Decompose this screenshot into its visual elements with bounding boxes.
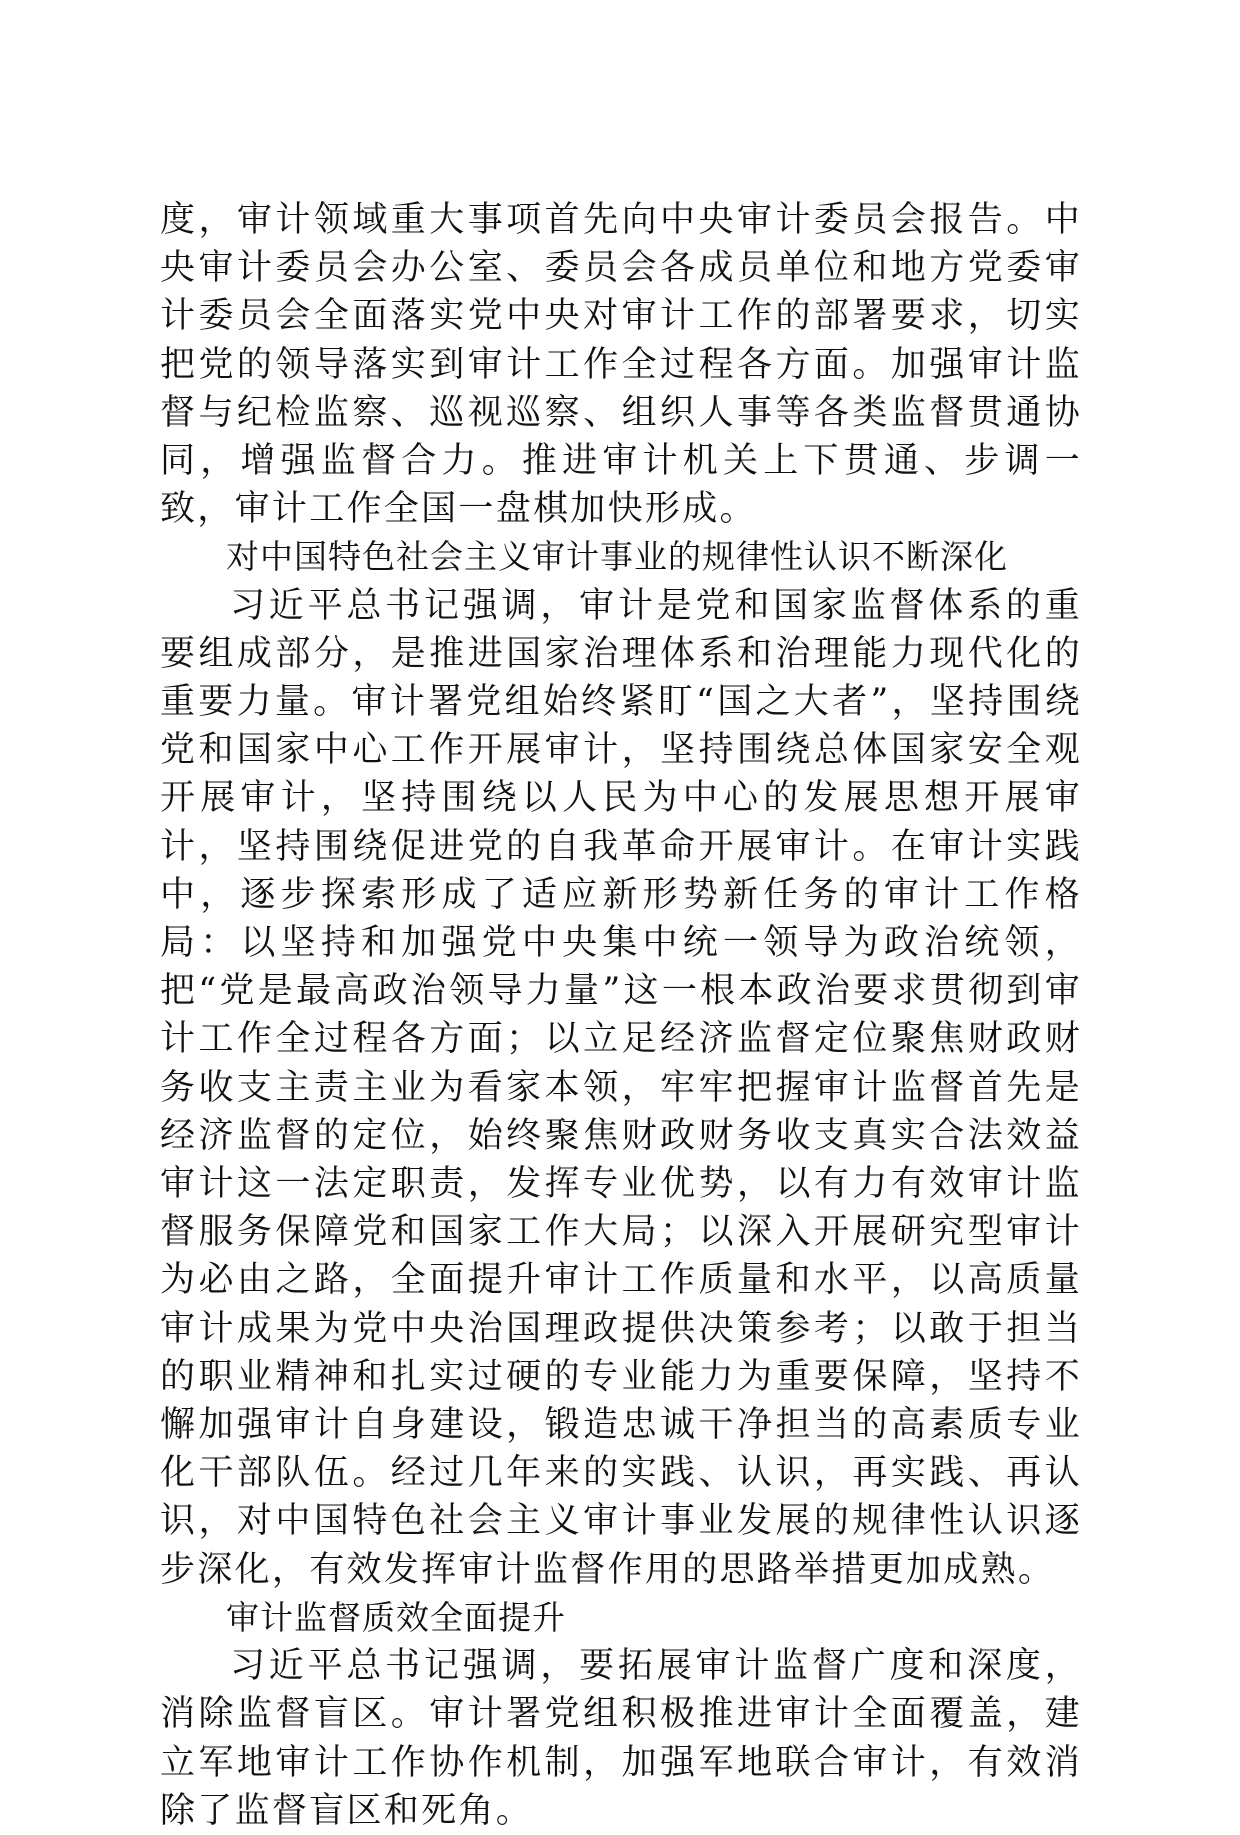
document-page bbox=[160, 196, 1082, 1835]
body-paragraph: 度，审计领域重大事项首先向中央审计委员会报告。中央审计委员会办公室、委员会各成员单位和地方党委审计委员会全面落实党中央对审计工作的部署要求，切实把党的领导落实到审计工作全过程各方面。加强审计监督与纪检监察、巡视巡察、组织人事等各类监督贯通协同，增强监督合力。推进审计机关上下贯通、步调一致，审计工作全国一盘棋加快形成。 bbox=[160, 200, 1082, 530]
section-heading: 对中国特色社会主义审计事业的规律性认识不断深化 bbox=[226, 537, 1008, 577]
body-paragraph: 习近平总书记强调，审计是党和国家监督体系的重要组成部分，是推进国家治理体系和治理能力现代化的重要力量。审计署党组始终紧盯“国之大者”，坚持围绕党和国家中心工作开展审计，坚持围绕总体国家安全观开展审计，坚持围绕以人民为中心的发展思想开展审计，坚持围绕促进党的自我革命开展审计。在审计实践中，逐步探索形成了适应新形势新任务的审计工作格局：以坚持和加强党中央集中统一领导为政治统领，把“党是最高政治领导力量”这一根本政治要求贯彻到审计工作全过程各方面；以立足经济监督定位聚焦财政财务收支主责主业为看家本领，牢牢把握审计监督首先是经济监督的定位，始终聚焦财政财务收支真实合法效益审计这一法定职责，发挥专业优势，以有力有效审计监督服务保障党和国家工作大局；以深入开展研究型审计为必由之路，全面提升审计工作质量和水平，以高质量审计成果为党中央治国理政提供决策参考；以敢于担当的职业精神和扎实过硬的专业能力为重要保障，坚持不懈加强审计自身建设，锻造忠诚干净担当的高素质专业化干部队伍。经过几年来的实践、认识，再实践、再认识，对中国特色社会主义审计事业发展的规律性认识逐步深化，有效发挥审计监督作用的思路举措更加成熟。 bbox=[160, 585, 1082, 1590]
body-paragraph: 习近平总书记强调，要拓展审计监督广度和深度，消除监督盲区。审计署党组积极推进审计全面覆盖，建立军地审计工作协作机制，加强军地联合审计，有效消除了监督盲区和死角。 bbox=[160, 1646, 1082, 1831]
section-heading: 审计监督质效全面提升 bbox=[226, 1597, 566, 1637]
